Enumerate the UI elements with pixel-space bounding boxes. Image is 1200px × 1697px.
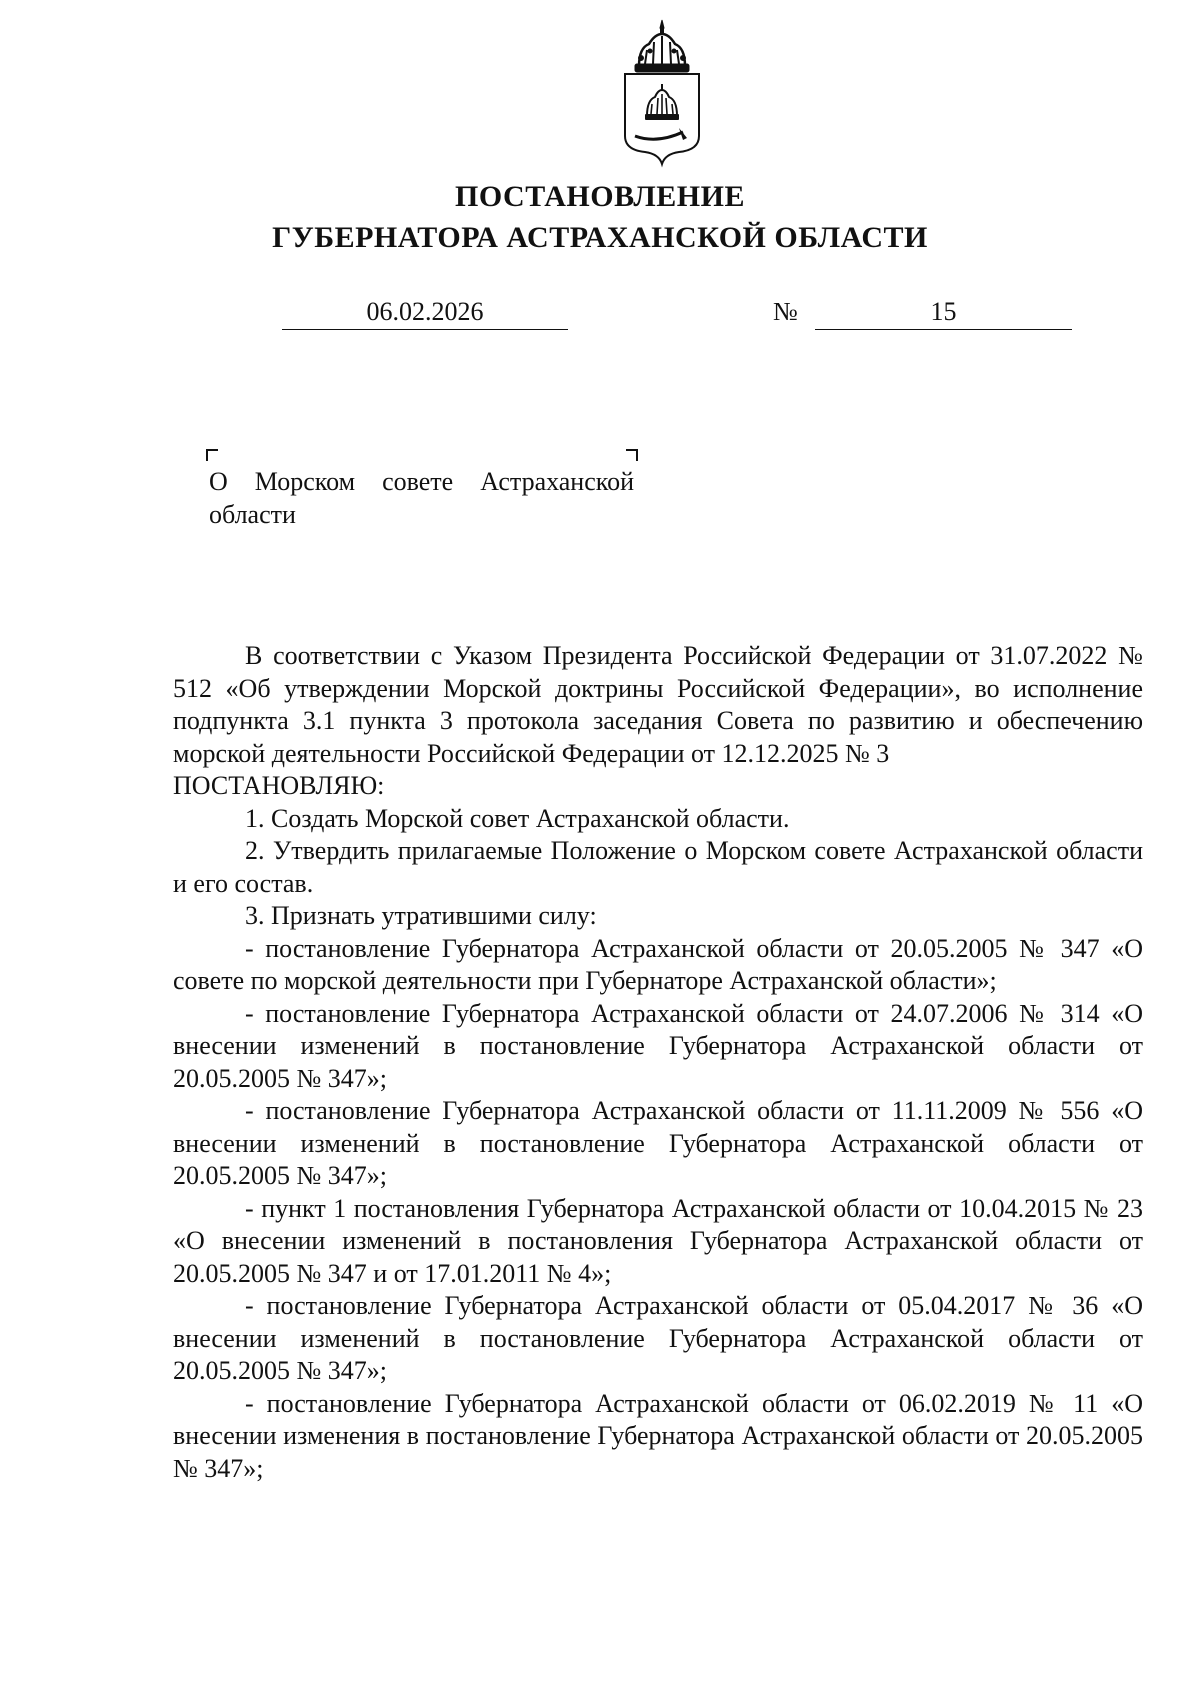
decree-word: ПОСТАНОВЛЯЮ:	[173, 771, 385, 800]
repealed-act-item: - пункт 1 постановления Губернатора Астраханской области от 10.04.2015 № 23 «О внесении изменений в постановления Губернатора Астраханской области от 20.05.2005 № 347 и от 17.01.2011 № 4»;	[173, 1193, 1143, 1288]
clause-3: 3. Признать утратившими силу:	[245, 901, 597, 930]
repealed-act-item: - постановление Губернатора Астраханской области от 24.07.2006 № 314 «О внесении изменений в постановление Губернатора Астраханской области от 20.05.2005 № 347»;	[173, 998, 1143, 1093]
document-subject: О Морском совете Астраханской области	[209, 467, 634, 529]
document-body	[173, 640, 1143, 1485]
number-label: №	[773, 297, 798, 326]
document-number: 15	[815, 297, 1072, 330]
document-type-title: ПОСТАНОВЛЕНИЕ	[455, 180, 745, 213]
preamble-paragraph: В соответствии с Указом Президента Российской Федерации от 31.07.2022 № 512 «Об утверждении Морской доктрины Российской Федерации», во исполнение подпункта 3.1 пункта 3 протокола заседания Совета по развитию и обеспечению морской деятельности Российской Федерации от 12.12.2025 № 3	[173, 641, 1143, 768]
subject-corner-left	[206, 449, 218, 461]
coat-of-arms-emblem	[617, 18, 707, 168]
repealed-act-item: - постановление Губернатора Астраханской области от 11.11.2009 № 556 «О внесении изменений в постановление Губернатора Астраханской области от 20.05.2005 № 347»;	[173, 1096, 1143, 1190]
clause-1: 1. Создать Морской совет Астраханской области.	[245, 803, 790, 833]
repealed-act-item: - постановление Губернатора Астраханской области от 05.04.2017 № 36 «О внесении изменений в постановление Губернатора Астраханской области от 20.05.2005 № 347»;	[173, 1291, 1143, 1385]
repealed-act-item: - постановление Губернатора Астраханской области от 06.02.2019 № 11 «О внесении изменения в постановление Губернатора Астраханской области от 20.05.2005 № 347»;	[173, 1388, 1143, 1483]
issuer-title: ГУБЕРНАТОРА АСТРАХАНСКОЙ ОБЛАСТИ	[272, 221, 928, 254]
document-date: 06.02.2026	[282, 297, 568, 330]
subject-corner-right	[626, 449, 638, 461]
clause-2: 2. Утвердить прилагаемые Положение о Морском совете Астраханской области и его состав.	[173, 836, 1143, 898]
repealed-act-item: - постановление Губернатора Астраханской области от 20.05.2005 № 347 «О совете по морской деятельности при Губернаторе Астраханской области»;	[173, 933, 1143, 995]
